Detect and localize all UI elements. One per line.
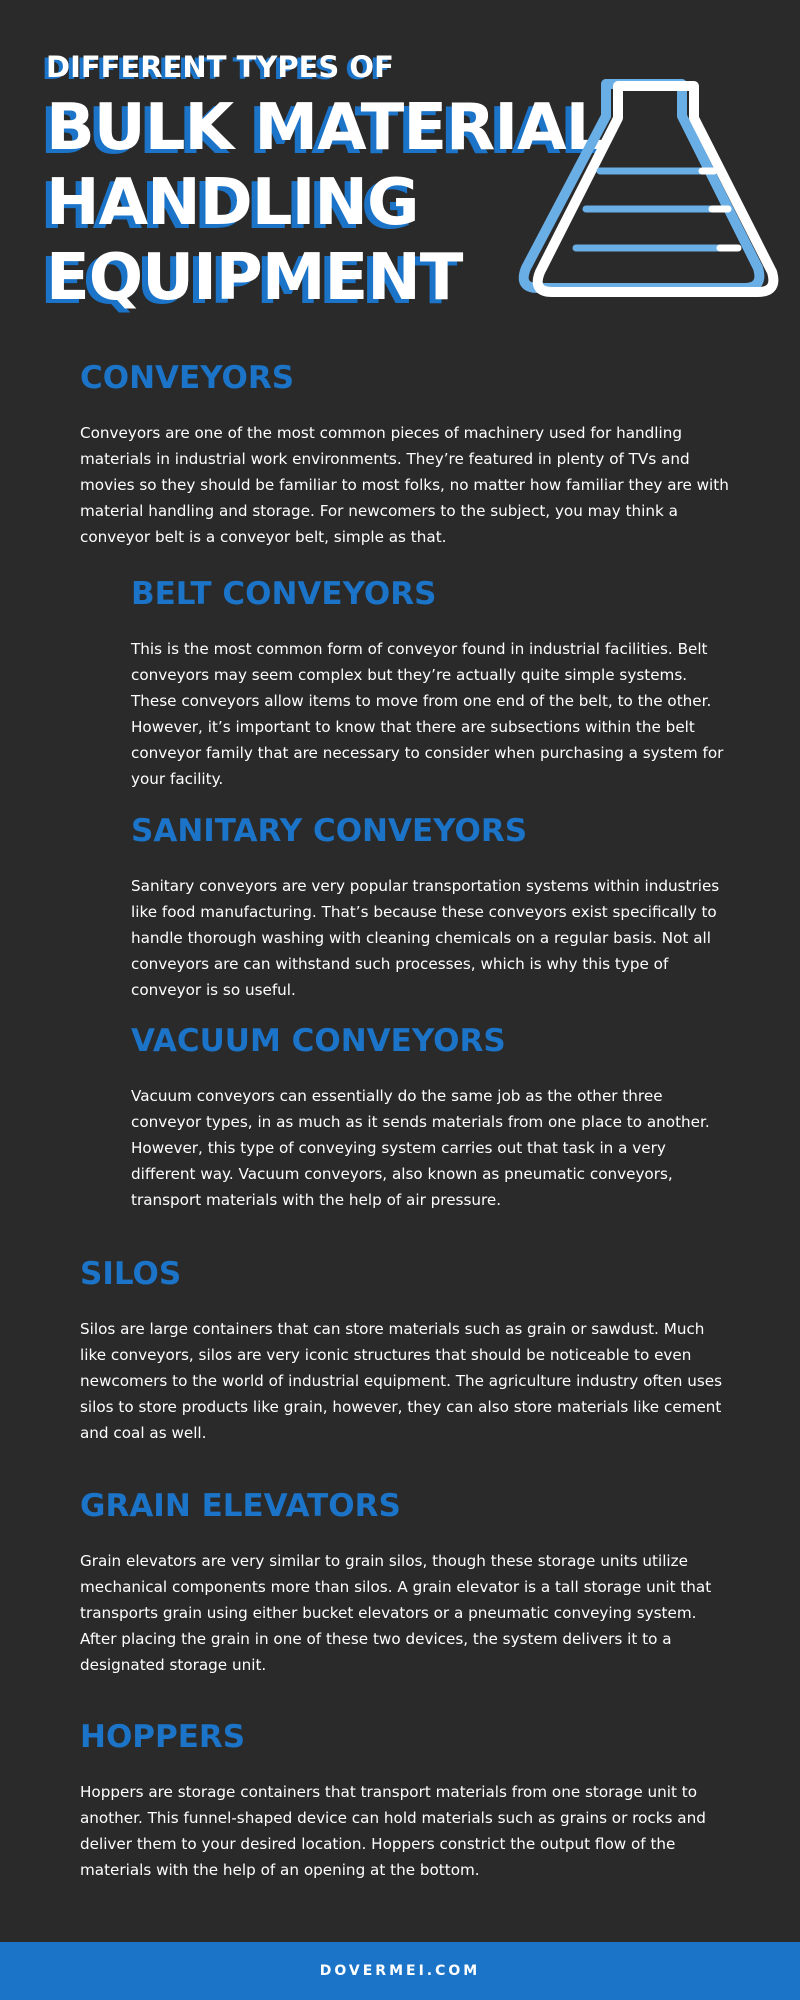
section-heading-conveyors: CONVEYORS	[80, 360, 295, 396]
section-body-conveyors: Conveyors are one of the most common pieces of machinery used for handling materials in industrial work environments. They’re featured in plenty of TVs and movies so they should be familiar to most folks, no matter how familiar they are with material handling and storage. For newcomers to the subject, you may think a conveyor belt is a conveyor belt, simple as that.	[80, 424, 729, 546]
footer	[0, 1942, 800, 2000]
section-body-sanitary-conveyors: Sanitary conveyors are very popular transportation systems within industries like food manufacturing. That’s because these conveyors exist specifically to handle thorough washing with cleaning chemicals on a regular basis. Not all conveyors are can withstand such processes, which is why this type of conveyor is so useful.	[131, 877, 720, 999]
section-heading-vacuum-conveyors: VACUUM CONVEYORS	[131, 1023, 506, 1059]
footer-website-link[interactable]: DOVERMEI.COM	[319, 1963, 481, 1979]
section-heading-silos: SILOS	[80, 1256, 182, 1292]
section-body-belt-conveyors: This is the most common form of conveyor found in industrial facilities. Belt conveyors may seem complex but they’re actually quite simple systems. These conveyors allow items to move from one end of the belt, to the other. However, it’s important to know that there are subsections within the belt conveyor family that are necessary to consider when purchasing a system for your facility.	[131, 640, 724, 788]
section-body-grain-elevators: Grain elevators are very similar to grain silos, though these storage units utilize mechanical components more than silos. A grain elevator is a tall storage unit that transports grain using either bucket elevators or a pneumatic conveying system. After placing the grain in one of these two devices, the system delivers it to a designated storage unit.	[80, 1552, 712, 1674]
title-line-3: EQUIPMENT	[46, 241, 463, 315]
section-body-silos: Silos are large containers that can store materials such as grain or sawdust. Much like conveyors, silos are very iconic structures that should be noticeable to even newcomers to the world of industrial equipment. The agriculture industry often uses silos to store products like grain, however, they can also store materials like cement and coal as well.	[80, 1320, 723, 1442]
title-kicker: DIFFERENT TYPES OF	[46, 50, 394, 84]
section-heading-belt-conveyors: BELT CONVEYORS	[131, 576, 437, 612]
header	[0, 0, 800, 330]
section-heading-hoppers: HOPPERS	[80, 1719, 246, 1755]
title-line-1: BULK MATERIAL	[46, 91, 606, 165]
section-body-hoppers: Hoppers are storage containers that transport materials from one storage unit to another. This funnel-shaped device can hold materials such as grains or rocks and deliver them to your desired location. Hoppers constrict the output flow of the materials with the help of an opening at the bottom.	[80, 1783, 706, 1879]
section-heading-sanitary-conveyors: SANITARY CONVEYORS	[131, 813, 528, 849]
title-line-2: HANDLING	[46, 166, 419, 240]
flask-icon	[518, 78, 788, 308]
section-heading-grain-elevators: GRAIN ELEVATORS	[80, 1488, 401, 1524]
section-body-vacuum-conveyors: Vacuum conveyors can essentially do the same job as the other three conveyor types, in as much as it sends materials from one place to another. However, this type of conveying system carries out that task in a very different way. Vacuum conveyors, also known as pneumatic conveyors, transport materials with the help of air pressure.	[131, 1087, 710, 1209]
